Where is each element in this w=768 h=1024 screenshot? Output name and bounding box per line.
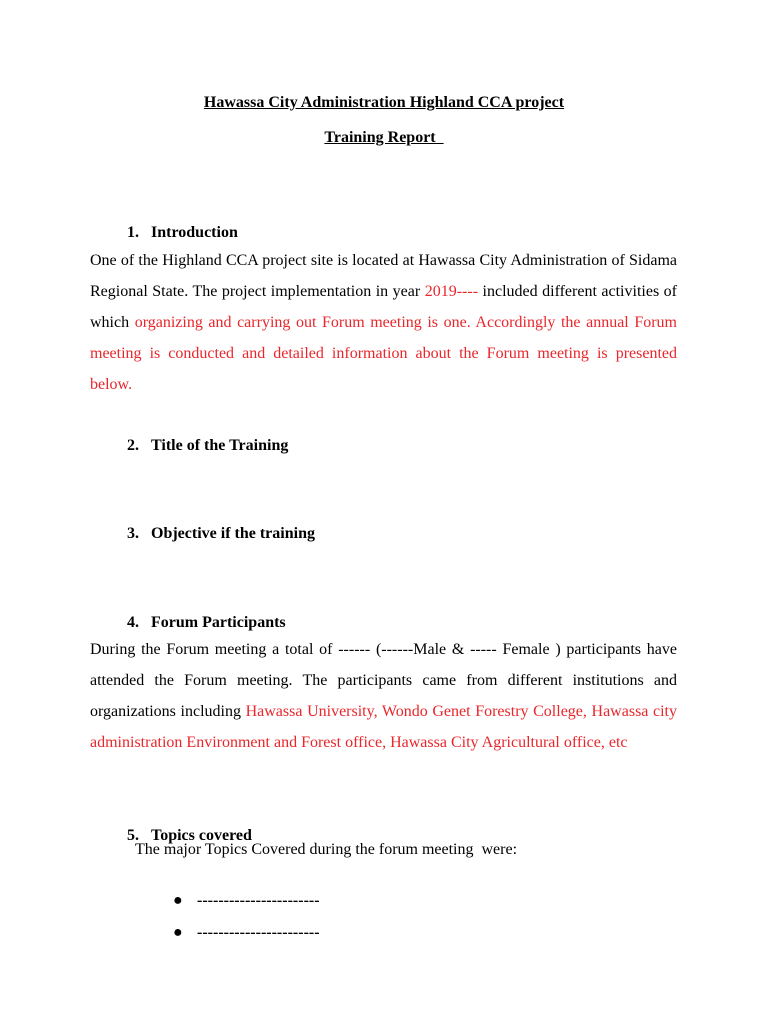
section-title: Forum Participants <box>151 614 286 631</box>
intro-text-2: included different activities of which <box>90 283 678 331</box>
participants-highlight-institutions: Hawassa University, Wondo Genet Forestry College, Hawassa city administration Environment and Forest office, Hawassa City Agricultural office, etc <box>90 703 678 751</box>
section-title: Topics covered <box>151 827 252 844</box>
list-item-text: ----------------------- <box>197 892 320 909</box>
section-heading-title-of-training <box>111 419 288 473</box>
section-number: 3. <box>127 525 139 542</box>
intro-highlight-year: 2019---- <box>424 283 479 300</box>
intro-highlight-forum: organizing and carrying out Forum meeting is one. Accordingly the annual Forum meeting is conducted and detailed information about the Forum meeting is presented below. <box>90 314 677 393</box>
document-title: Hawassa City Administration Highland CCA project <box>203 94 565 111</box>
list-item-text: ----------------------- <box>197 924 320 941</box>
introduction-paragraph <box>90 245 677 400</box>
section-title: Introduction <box>151 224 238 241</box>
section-number: 5. <box>127 827 139 844</box>
section-number: 2. <box>127 437 139 454</box>
section-number: 4. <box>127 614 139 631</box>
section-number: 1. <box>127 224 139 241</box>
bullet-icon: ● <box>173 924 183 941</box>
document-subtitle: Training Report <box>324 129 444 146</box>
section-title: Objective if the training <box>151 525 315 542</box>
bullet-icon: ● <box>173 892 183 909</box>
section-heading-objective <box>111 507 315 561</box>
participants-text: During the Forum meeting a total of ------ (------Male & ----- Female ) participants have attended the Forum meeting. The participants came from different institutions and organizations including <box>90 641 677 720</box>
topics-intro-text: The major Topics Covered during the forum meeting were: <box>135 841 518 858</box>
section-title: Title of the Training <box>151 437 289 454</box>
participants-paragraph <box>90 634 677 758</box>
intro-text-1: One of the Highland CCA project site is located at Hawassa City Administration of Sidama Regional State. The project implementation in year <box>90 252 677 300</box>
list-item <box>157 906 320 960</box>
